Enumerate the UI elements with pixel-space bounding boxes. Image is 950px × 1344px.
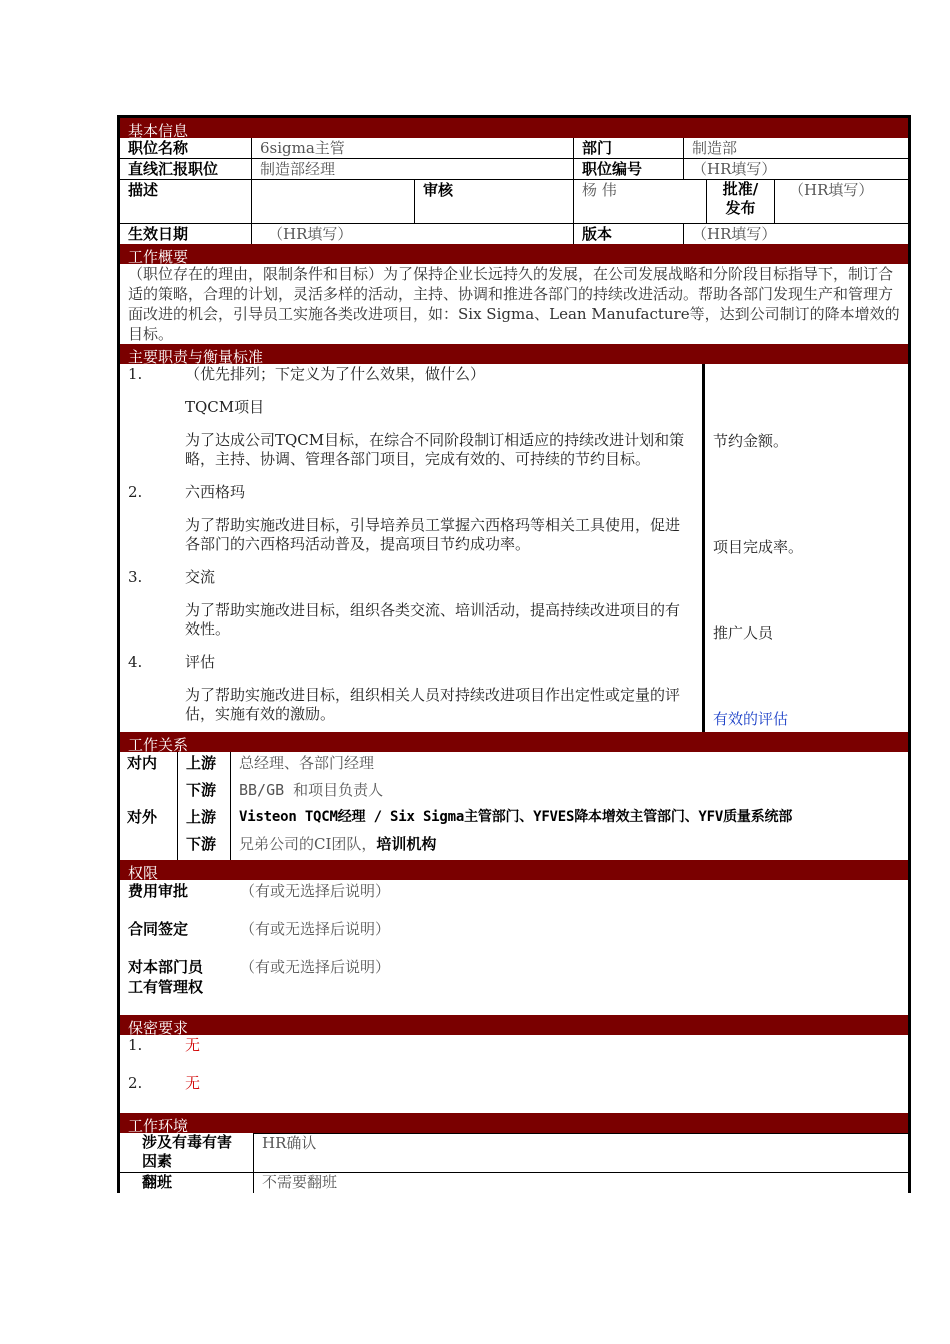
section-environment: 工作环境: [120, 1113, 908, 1133]
measure-1: 节约金额。: [713, 432, 789, 450]
reviewer-value: 杨 伟: [573, 180, 706, 223]
authority-staff: 对本部门员 工有管理权 （有或无选择后说明）: [128, 958, 391, 996]
row-report: [120, 159, 908, 180]
ext-down-training: 培训机构: [376, 835, 437, 853]
measure-4: 有效的评估: [713, 710, 789, 728]
rel-internal-down: 下游 BB/GB 和项目负责人: [177, 779, 908, 806]
version-label: 版本: [573, 224, 683, 244]
duty-4-title: 4. 评估: [128, 653, 216, 671]
section-authority: 权限: [120, 860, 908, 880]
ext-down-ci: 兄弟公司的CI团队，: [239, 835, 377, 853]
duty-3-desc: 为了帮助实施改进目标，组织各类交流、培训活动，提高持续改进项目的有效性。: [185, 601, 681, 638]
section-basic-info: 基本信息: [120, 118, 908, 138]
rel-internal-up: 上游 总经理、各部门经理: [177, 752, 908, 779]
desc-label: 描述: [128, 181, 159, 199]
secrecy-item-2: 2. 无: [128, 1074, 201, 1092]
duty-2-title: 2. 六西格玛: [128, 483, 246, 501]
duties-measures: [705, 364, 908, 732]
rel-external-up: 上游 Visteon TQCM经理 / Six Sigma主管部门、YFVES降本增效主管部门、YFV质量系统部: [177, 806, 908, 833]
measure-3: 推广人员: [713, 624, 774, 642]
env-overtime: 翻班 不需要翻班: [120, 1172, 908, 1193]
version-value: （HR填写）: [683, 224, 908, 244]
job-description-sheet: [117, 115, 911, 1193]
review-label: 审核: [414, 180, 573, 223]
row-position-name: [120, 138, 908, 159]
authority-expense: 费用审批 （有或无选择后说明）: [128, 882, 391, 900]
position-name-value: 6sigma主管: [251, 138, 573, 158]
relations-side-labels: [120, 752, 177, 860]
duty-2-desc: 为了帮助实施改进目标，引导培养员工掌握六西格玛等相关工具使用，促进各部门的六西格玛活动普及，提高项目节约成功率。: [185, 516, 681, 553]
rel-external-down: 下游 兄弟公司的CI团队，培训机构: [177, 833, 908, 860]
pos-no-label: 职位编号: [573, 159, 683, 179]
duty-1-title: TQCM项目: [185, 398, 265, 416]
duties-intro: [128, 365, 702, 384]
position-name-label: 职位名称: [128, 139, 189, 157]
secrecy-list: [120, 1035, 908, 1113]
duties-intro-num: 1.: [128, 365, 143, 383]
effective-label: 生效日期: [128, 225, 189, 243]
section-secrecy: 保密要求: [120, 1015, 908, 1035]
dept-label: 部门: [573, 138, 683, 158]
desc-value: [251, 180, 414, 223]
duty-1-desc: 为了达成公司TQCM目标，在综合不同阶段制订相适应的持续改进计划和策略，主持、协调、管理各部门项目，完成有效的、可持续的节约目标。: [185, 431, 685, 468]
section-duties: 主要职责与衡量标准: [120, 344, 908, 364]
duties-intro-text: （优先排列；下定义为了什么效果，做什么）: [185, 365, 486, 383]
relations-table: [120, 752, 908, 860]
approve-label: [706, 180, 774, 223]
external-label: 对外: [127, 808, 158, 826]
dept-value: 制造部: [683, 138, 908, 158]
approve-label-line1: 批准/: [722, 180, 759, 198]
report-value: 制造部经理: [251, 159, 573, 179]
authority-contract: 合同签定 （有或无选择后说明）: [128, 920, 391, 938]
env-toxic: 涉及有毒有害 因素 HR确认: [120, 1133, 908, 1172]
effective-value: （HR填写）: [251, 224, 573, 244]
approve-label-line2: 发布: [725, 199, 756, 217]
duties-list: [120, 364, 705, 732]
row-effective: [120, 224, 908, 244]
relations-rows: [177, 752, 908, 860]
duty-4-desc: 为了帮助实施改进目标，组织相关人员对持续改进项目作出定性或定量的评估，实施有效的激励。: [185, 686, 681, 723]
approve-value: （HR填写）: [774, 180, 908, 223]
duty-3-title: 3. 交流: [128, 568, 216, 586]
summary-text: （职位存在的理由，限制条件和目标）为了保持企业长远持久的发展，在公司发展战略和分阶段目标指导下，制订合适的策略，合理的计划，灵活多样的活动，主持、协调和推进各部门的持续改进活动。帮助各部门发现生产和管理方面改进的机会，引导员工实施各类改进项目，如：Six Sigma、Lean Manufacture等，达到公司制订的降本增效的目标。: [128, 265, 900, 343]
report-label: 直线汇报职位: [128, 160, 219, 178]
authority-list: [120, 880, 908, 1015]
secrecy-item-1: 1. 无: [128, 1036, 201, 1054]
duties-table: [120, 364, 908, 732]
internal-label: 对内: [127, 754, 158, 772]
measure-2: 项目完成率。: [713, 538, 804, 556]
section-summary: 工作概要: [120, 244, 908, 264]
pos-no-value: （HR填写）: [683, 159, 908, 179]
row-description: [120, 180, 908, 224]
section-relations: 工作关系: [120, 732, 908, 752]
